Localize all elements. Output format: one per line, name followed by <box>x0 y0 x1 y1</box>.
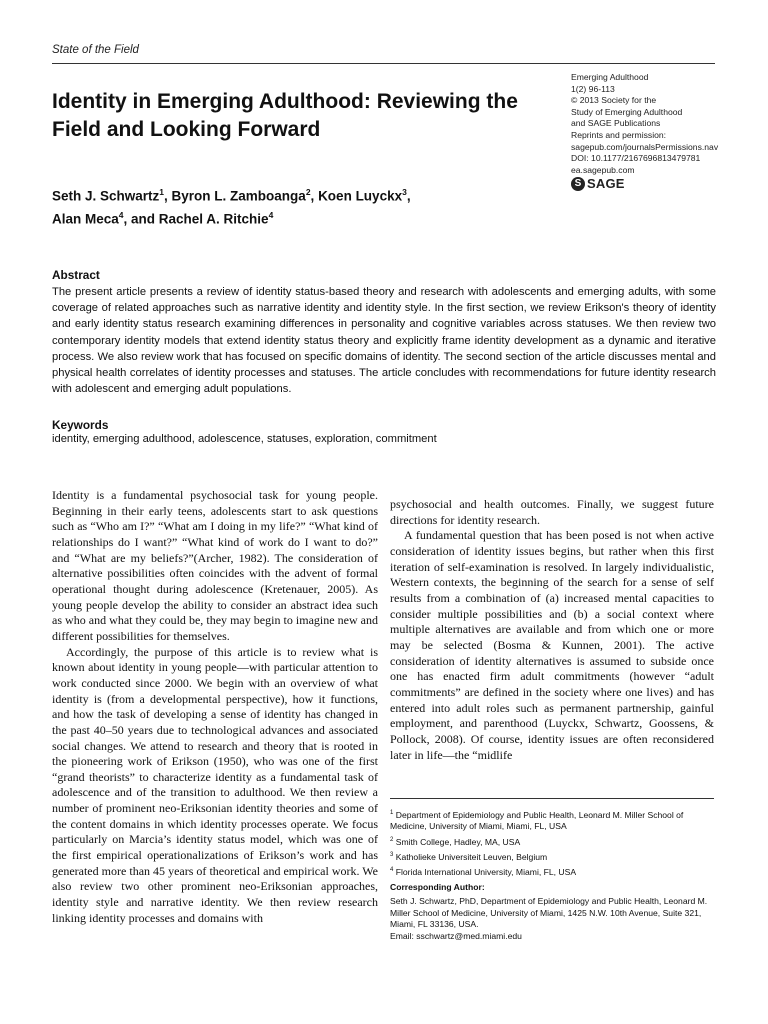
section-label: State of the Field <box>52 44 139 56</box>
body-paragraph: Identity is a fundamental psychosocial task for young people. Beginning in their early teens, adolescents start to ask questions such as “Who am I?” “What am I doing in my life?” “What kind of relationships do I want?” “What kind of work do I want to do?” and “What are my beliefs?”(Archer, 1982). The consideration of alternative possibilities often coincides with the advent of formal operational thought during adolescence (Kretenauer, 2005). As young people develop the ability to consider an abstract idea such as who and what they could be, they may begin to imagine new and different possibilities for themselves. <box>52 488 378 643</box>
author-name: Byron L. Zamboanga <box>171 188 306 204</box>
author-affiliation-marker: 4 <box>268 209 274 220</box>
footnote-text: Smith College, Hadley, MA, USA <box>395 836 521 847</box>
sage-logo <box>571 176 625 191</box>
author-separator: , <box>164 188 172 204</box>
footnote-number: 3 <box>390 851 394 858</box>
footnote-number: 4 <box>390 867 394 874</box>
author-affiliation-marker: 1 <box>159 187 165 197</box>
author-separator: , <box>406 188 411 204</box>
affiliation-footnote <box>390 808 716 833</box>
body-paragraph: Accordingly, the purpose of this article is to review what is known about identity in young people—with particular attention to work conducted since 2000. We begin with an overview of what identity is (from a developmental perspective), how it functions, and how the task of developing a sense of identity has changed in the past 40–50 years due to technological advances and associated social changes. We attend to research and theory that is rooted in the pioneering work of Erikson (1950), who was one of the first “grand theorists” to characterize identity as a fundamental task of adolescence and of the transition to adulthood. We then review a number of prominent neo-Eriksonian identity theories and some of the content domains in which identity processes operate. We focus particularly on Marcia’s identity status model, which was one of the first empirical operationalizations of Erikson’s work and has generated more than 45 years of theoretical and empirical work. We also review two other prominent neo-Eriksonian approaches, identity style and narrative identity. We then review research linking identity processes and domains with <box>52 644 378 925</box>
corresponding-author-email[interactable]: Email: sschwartz@med.miami.edu <box>390 930 522 941</box>
footnote-rule <box>390 798 714 799</box>
keywords-heading: Keywords <box>52 418 109 432</box>
author-name: Rachel A. Ritchie <box>158 211 269 226</box>
corresponding-author-details <box>390 896 716 942</box>
author-name: Alan Meca <box>52 211 119 226</box>
body-paragraph: psychosocial and health outcomes. Finally, we suggest future directions for identity research. <box>390 497 714 527</box>
journal-info-line: and SAGE Publications <box>571 118 661 129</box>
footnote-number: 2 <box>390 836 394 843</box>
journal-info-line: © 2013 Society for the <box>571 95 657 106</box>
corresponding-author-heading: Corresponding Author: <box>390 882 485 892</box>
author-separator: , <box>310 188 319 204</box>
author-separator: , and <box>123 211 159 226</box>
footnote-text: Department of Epidemiology and Public Health, Leonard M. Miller School of Medicine, University of Miami, Miami, FL, USA <box>390 809 684 832</box>
body-paragraph: A fundamental question that has been posed is not when active consideration of identity issues begins, but rather when this first iteration of self-examination is resolved. In largely individualistic, Western contexts, the beginning of the search for a sense of self results from a combination of (a) increased mental capacities to consider multiple possibilities and (b) a social context where multiple alternatives are available and from which one or more may be selected (Bosma & Kunnen, 2001). The active consideration of identity alternatives is assumed to subside once one has enacted firm adult commitments (however “adult commitments” are defined in the society where one lives) and has entered into adult roles such as permanent partnership, gainful employment, and parenthood (Luyckx, Schwartz, Goossens, & Pollock, 2008). Of course, identity issues are often reconsidered later in life—the “midlife <box>390 528 714 762</box>
affiliation-footnote <box>390 850 716 863</box>
body-right-column <box>390 497 714 763</box>
author-name: Koen Luyckx <box>318 188 403 204</box>
author-affiliation-marker: 3 <box>402 187 407 197</box>
doi-link[interactable]: DOI: 10.1177/2167696813479781 <box>571 153 701 164</box>
sage-s-icon: S <box>571 177 585 191</box>
journal-info-line: 1(2) 96-113 <box>571 83 615 94</box>
sage-logo-text: SAGE <box>587 176 625 191</box>
journal-info-line: Emerging Adulthood <box>571 72 649 82</box>
author-name: Seth J. Schwartz <box>52 188 160 204</box>
journal-url-link[interactable]: ea.sagepub.com <box>571 164 635 175</box>
affiliation-footnote <box>390 865 716 878</box>
header-rule <box>52 63 715 64</box>
journal-info <box>571 72 721 176</box>
journal-info-line: Reprints and permission: <box>571 129 667 140</box>
abstract-heading: Abstract <box>52 268 100 282</box>
journal-info-line: Study of Emerging Adulthood <box>571 106 683 117</box>
author-affiliation-marker: 2 <box>305 187 311 197</box>
permissions-link[interactable]: sagepub.com/journalsPermissions.nav <box>571 141 719 152</box>
footnote-text: Florida International University, Miami, FL, USA <box>395 867 577 878</box>
keywords-text: identity, emerging adulthood, adolescence, statuses, exploration, commitment <box>52 433 437 445</box>
body-left-column <box>52 488 378 926</box>
footnote-text: Katholieke Universiteit Leuven, Belgium <box>395 851 548 862</box>
footnote-number: 1 <box>390 810 394 816</box>
author-affiliation-marker: 4 <box>118 209 124 220</box>
corresponding-author-address: Seth J. Schwartz, PhD, Department of Epidemiology and Public Health, Leonard M. Miller School of Medicine, University of Miami, 1425 N.W. 10th Avenue, Suite 321, Miami, FL 33136, USA. <box>390 896 708 930</box>
article-title: Identity in Emerging Adulthood: Reviewing the Field and Looking Forward <box>52 90 518 141</box>
affiliation-footnote <box>390 835 716 848</box>
affiliation-footnotes <box>390 808 716 880</box>
author-list <box>52 183 572 228</box>
abstract-text: The present article presents a review of identity status-based theory and research with adolescents and emerging adults, with some coverage of related approaches such as narrative identity and identity style. In the first section, we review Erikson's theory of identity and early identity status research examining differences in personality and cognitive variables across statuses. We then review two contemporary identity models that extend identity status theory and explicitly frame identity development as a dynamic and iterative process. We also review work that has focused on specific domains of identity. The second section of the article discusses mental and physical health correlates of identity processes and statuses. The article concludes with recommendations for future identity research with adolescent and emerging adult populations. <box>52 286 716 396</box>
